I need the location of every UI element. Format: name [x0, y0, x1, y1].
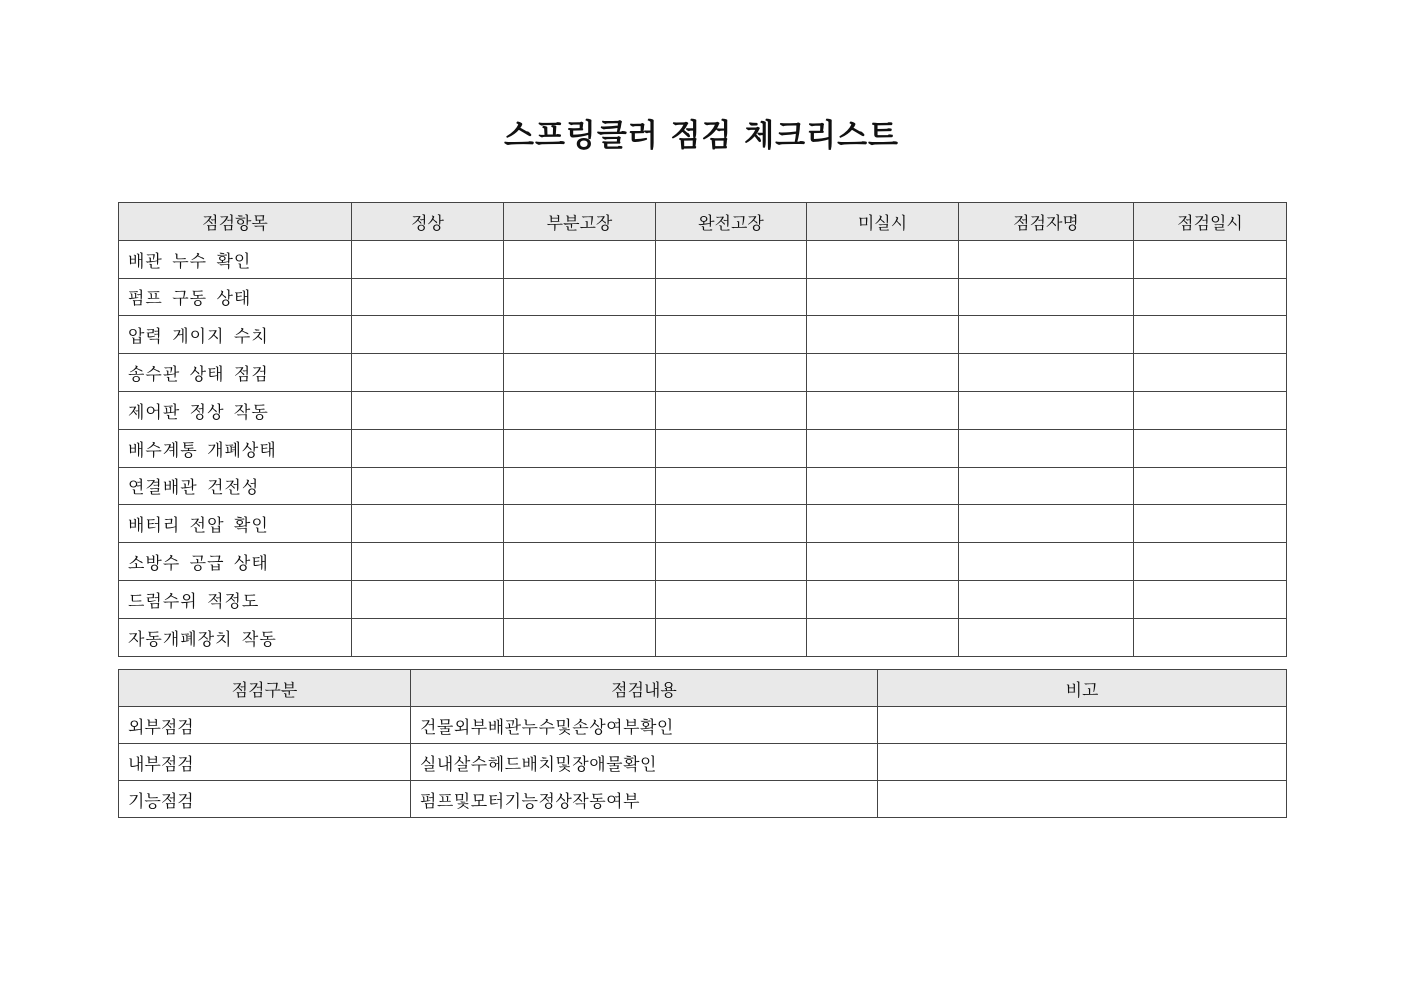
inspection-item-label: 제어판 정상 작동	[119, 391, 352, 429]
checklist-header-row	[119, 203, 1287, 241]
total-failure-cell[interactable]	[656, 543, 807, 581]
header-inspection-item: 점검항목	[119, 203, 352, 241]
not-performed-cell[interactable]	[807, 580, 959, 618]
inspector-name-cell[interactable]	[959, 278, 1134, 316]
inspection-item-label: 소방수 공급 상태	[119, 543, 352, 581]
normal-cell[interactable]	[352, 316, 504, 354]
total-failure-cell[interactable]	[656, 240, 807, 278]
category-cell: 기능점검	[119, 781, 411, 818]
total-failure-cell[interactable]	[656, 316, 807, 354]
total-failure-cell[interactable]	[656, 580, 807, 618]
table-row	[119, 316, 1287, 354]
inspection-date-cell[interactable]	[1134, 278, 1287, 316]
table-row	[119, 707, 1287, 744]
inspection-date-cell[interactable]	[1134, 240, 1287, 278]
normal-cell[interactable]	[352, 618, 504, 656]
normal-cell[interactable]	[352, 278, 504, 316]
header-remarks: 비고	[878, 670, 1287, 707]
partial-failure-cell[interactable]	[504, 543, 656, 581]
not-performed-cell[interactable]	[807, 240, 959, 278]
not-performed-cell[interactable]	[807, 391, 959, 429]
inspection-date-cell[interactable]	[1134, 505, 1287, 543]
page-title: 스프링클러 점검 체크리스트	[504, 118, 899, 154]
header-partial-failure: 부분고장	[504, 203, 656, 241]
inspection-item-label: 배수계통 개폐상태	[119, 429, 352, 467]
normal-cell[interactable]	[352, 467, 504, 505]
inspector-name-cell[interactable]	[959, 240, 1134, 278]
content-cell: 펌프및모터기능정상작동여부	[411, 781, 878, 818]
not-performed-cell[interactable]	[807, 467, 959, 505]
content-cell: 건물외부배관누수및손상여부확인	[411, 707, 878, 744]
total-failure-cell[interactable]	[656, 467, 807, 505]
partial-failure-cell[interactable]	[504, 618, 656, 656]
table-row	[119, 618, 1287, 656]
inspector-name-cell[interactable]	[959, 505, 1134, 543]
remarks-cell[interactable]	[878, 707, 1287, 744]
inspection-date-cell[interactable]	[1134, 391, 1287, 429]
table-row	[119, 391, 1287, 429]
inspector-name-cell[interactable]	[959, 316, 1134, 354]
content-cell: 실내살수헤드배치및장애물확인	[411, 744, 878, 781]
partial-failure-cell[interactable]	[504, 354, 656, 392]
partial-failure-cell[interactable]	[504, 467, 656, 505]
inspection-date-cell[interactable]	[1134, 467, 1287, 505]
table-row	[119, 580, 1287, 618]
header-total-failure: 완전고장	[656, 203, 807, 241]
not-performed-cell[interactable]	[807, 429, 959, 467]
remarks-cell[interactable]	[878, 744, 1287, 781]
normal-cell[interactable]	[352, 580, 504, 618]
table-row	[119, 240, 1287, 278]
inspector-name-cell[interactable]	[959, 467, 1134, 505]
normal-cell[interactable]	[352, 543, 504, 581]
normal-cell[interactable]	[352, 505, 504, 543]
table-row	[119, 543, 1287, 581]
table-row	[119, 505, 1287, 543]
not-performed-cell[interactable]	[807, 618, 959, 656]
table-row	[119, 467, 1287, 505]
inspection-item-label: 압력 게이지 수치	[119, 316, 352, 354]
inspection-item-label: 배터리 전압 확인	[119, 505, 352, 543]
inspection-date-cell[interactable]	[1134, 354, 1287, 392]
inspector-name-cell[interactable]	[959, 391, 1134, 429]
normal-cell[interactable]	[352, 354, 504, 392]
not-performed-cell[interactable]	[807, 278, 959, 316]
inspection-date-cell[interactable]	[1134, 543, 1287, 581]
normal-cell[interactable]	[352, 429, 504, 467]
partial-failure-cell[interactable]	[504, 429, 656, 467]
category-header-row	[119, 670, 1287, 707]
partial-failure-cell[interactable]	[504, 391, 656, 429]
total-failure-cell[interactable]	[656, 618, 807, 656]
inspector-name-cell[interactable]	[959, 354, 1134, 392]
not-performed-cell[interactable]	[807, 505, 959, 543]
partial-failure-cell[interactable]	[504, 240, 656, 278]
normal-cell[interactable]	[352, 391, 504, 429]
inspection-item-label: 송수관 상태 점검	[119, 354, 352, 392]
header-content: 점검내용	[411, 670, 878, 707]
header-category: 점검구분	[119, 670, 411, 707]
total-failure-cell[interactable]	[656, 505, 807, 543]
inspection-item-label: 자동개폐장치 작동	[119, 618, 352, 656]
category-cell: 내부점검	[119, 744, 411, 781]
not-performed-cell[interactable]	[807, 316, 959, 354]
inspection-date-cell[interactable]	[1134, 316, 1287, 354]
inspection-item-label: 펌프 구동 상태	[119, 278, 352, 316]
table-row	[119, 354, 1287, 392]
inspection-date-cell[interactable]	[1134, 429, 1287, 467]
total-failure-cell[interactable]	[656, 354, 807, 392]
inspection-item-label: 연결배관 건전성	[119, 467, 352, 505]
inspector-name-cell[interactable]	[959, 580, 1134, 618]
header-inspector-name: 점검자명	[959, 203, 1134, 241]
table-row	[119, 781, 1287, 818]
header-not-performed: 미실시	[807, 203, 959, 241]
table-row	[119, 744, 1287, 781]
inspection-date-cell[interactable]	[1134, 618, 1287, 656]
total-failure-cell[interactable]	[656, 429, 807, 467]
partial-failure-cell[interactable]	[504, 316, 656, 354]
table-row	[119, 429, 1287, 467]
normal-cell[interactable]	[352, 240, 504, 278]
inspector-name-cell[interactable]	[959, 429, 1134, 467]
partial-failure-cell[interactable]	[504, 278, 656, 316]
partial-failure-cell[interactable]	[504, 505, 656, 543]
inspection-item-label: 드럼수위 적정도	[119, 580, 352, 618]
partial-failure-cell[interactable]	[504, 580, 656, 618]
header-normal: 정상	[352, 203, 504, 241]
checklist-table	[118, 202, 1287, 657]
inspection-date-cell[interactable]	[1134, 580, 1287, 618]
category-cell: 외부점검	[119, 707, 411, 744]
inspection-item-label: 배관 누수 확인	[119, 240, 352, 278]
header-inspection-date: 점검일시	[1134, 203, 1287, 241]
total-failure-cell[interactable]	[656, 278, 807, 316]
not-performed-cell[interactable]	[807, 543, 959, 581]
table-row	[119, 278, 1287, 316]
inspection-category-table	[118, 669, 1287, 818]
total-failure-cell[interactable]	[656, 391, 807, 429]
not-performed-cell[interactable]	[807, 354, 959, 392]
inspector-name-cell[interactable]	[959, 543, 1134, 581]
inspector-name-cell[interactable]	[959, 618, 1134, 656]
remarks-cell[interactable]	[878, 781, 1287, 818]
